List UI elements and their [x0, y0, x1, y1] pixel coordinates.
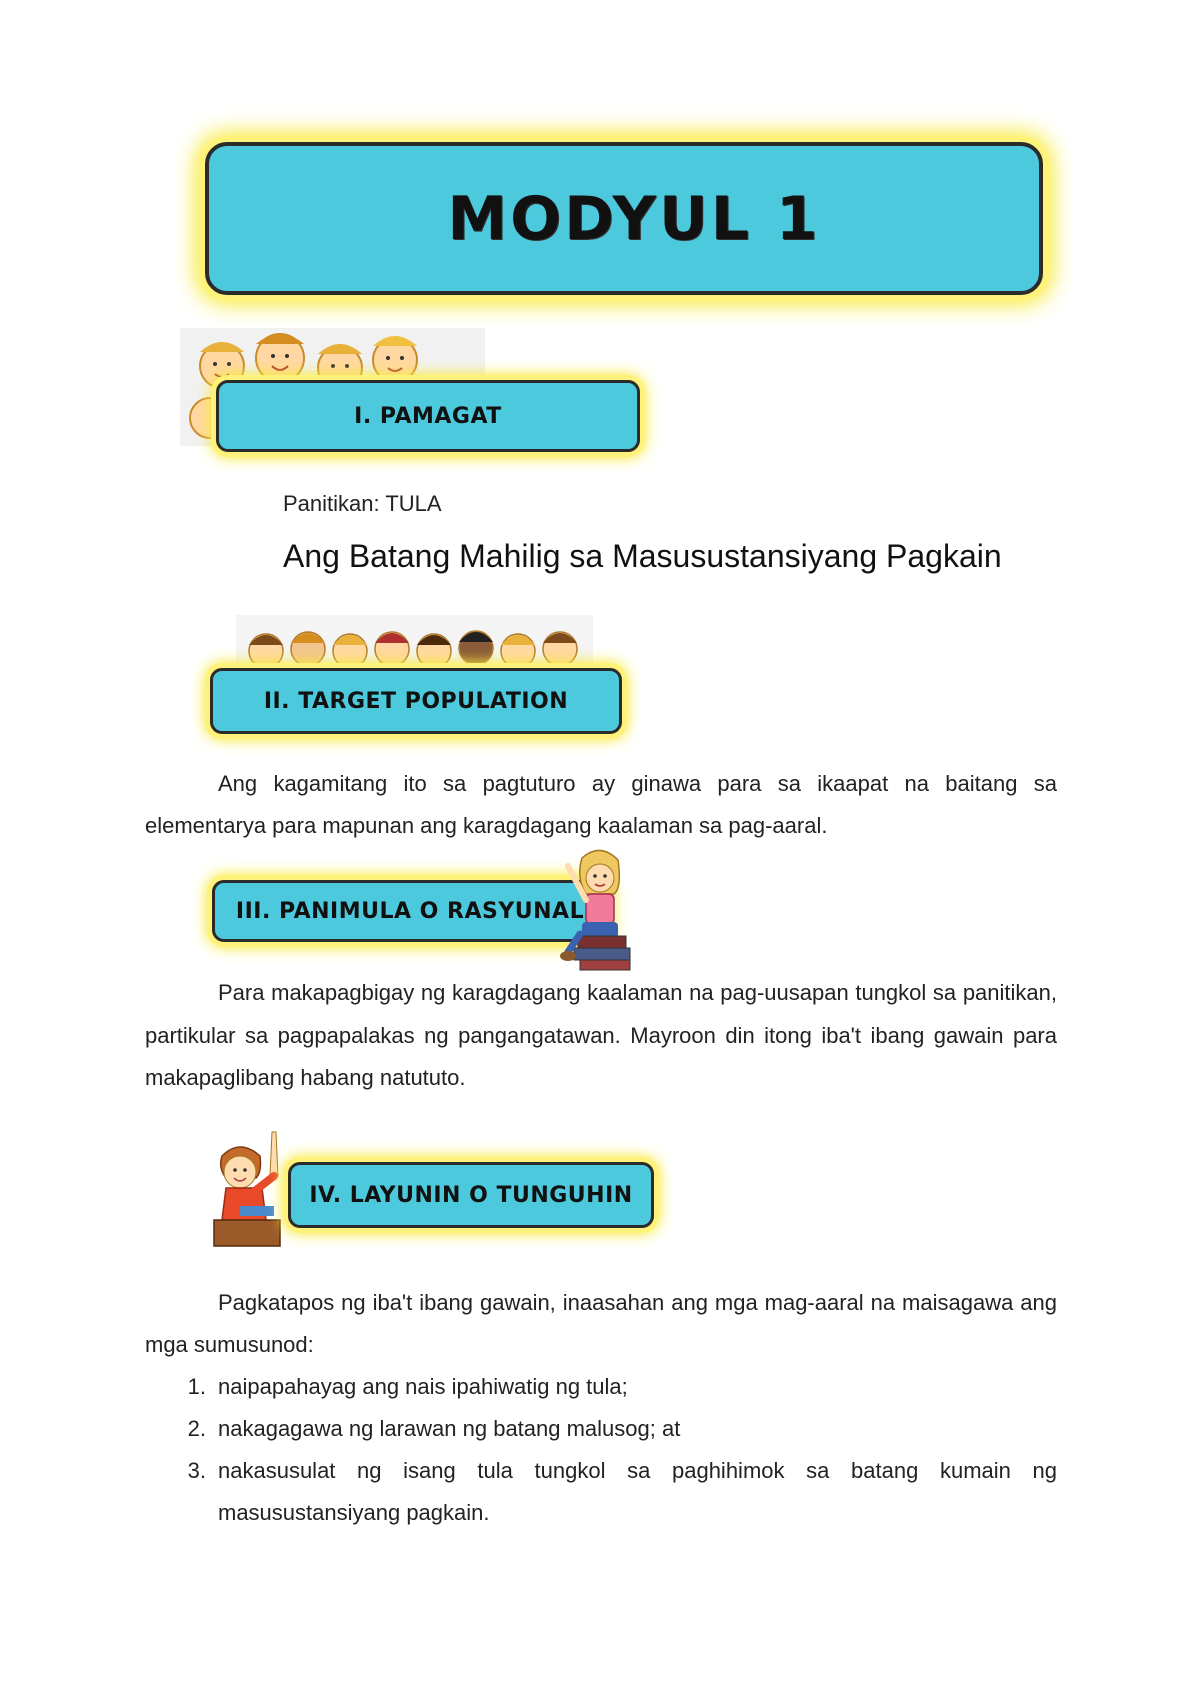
- list-item-number: 3.: [187, 1458, 206, 1483]
- list-item-text: naipapahayag ang nais ipahiwatig ng tula;: [218, 1374, 628, 1399]
- list-item-number: 1.: [187, 1374, 206, 1399]
- section-pamagat-label: I. PAMAGAT: [354, 403, 502, 429]
- poem-title: Ang Batang Mahilig sa Masusustansiyang Pagkain: [283, 538, 1002, 574]
- kids-row-icon: [236, 615, 593, 669]
- section-layunin-header: [288, 1162, 654, 1228]
- section-panimula-label: III. PANIMULA O RASYUNAL: [235, 898, 585, 924]
- panitikan-label: Panitikan: TULA: [283, 491, 442, 516]
- list-item-number: 2.: [187, 1416, 206, 1441]
- list-item-text: nakagagawa ng larawan ng batang malusog; at: [218, 1416, 681, 1441]
- section-target-label: II. TARGET POPULATION: [263, 688, 569, 714]
- objectives-list: [145, 1366, 1057, 1534]
- list-item: [145, 1408, 1057, 1450]
- layunin-intro: Pagkatapos ng iba't ibang gawain, inaasahan ang mga mag-aaral na maisagawa ang mga sumusunod:: [145, 1290, 1057, 1357]
- module-banner: [205, 142, 1043, 295]
- section-layunin-label: IV. LAYUNIN O TUNGUHIN: [309, 1182, 633, 1208]
- module-title: MODYUL 1: [447, 183, 821, 254]
- boy-raising-hand-icon: [212, 1128, 294, 1250]
- list-item-text: nakasusulat ng isang tula tungkol sa paghihimok sa batang kumain ng masusustansiyang pagkain.: [218, 1458, 1057, 1525]
- girl-on-books-icon: [560, 848, 638, 976]
- list-item: [145, 1450, 1057, 1534]
- target-paragraph: Ang kagamitang ito sa pagtuturo ay ginawa para sa ikaapat na baitang sa elementarya para mapunan ang karagdagang kaalaman sa pag-aaral.: [145, 771, 1057, 838]
- section-panimula-header: [212, 880, 608, 942]
- panimula-paragraph: Para makapagbigay ng karagdagang kaalaman na pag-uusapan tungkol sa panitikan, partikular sa pagpapalakas ng pangangatawan. Mayroon din itong iba't ibang gawain para makapaglibang habang natututo.: [145, 980, 1057, 1090]
- section-pamagat-header: [216, 380, 640, 452]
- list-item: [145, 1366, 1057, 1408]
- section-target-header: [210, 668, 622, 734]
